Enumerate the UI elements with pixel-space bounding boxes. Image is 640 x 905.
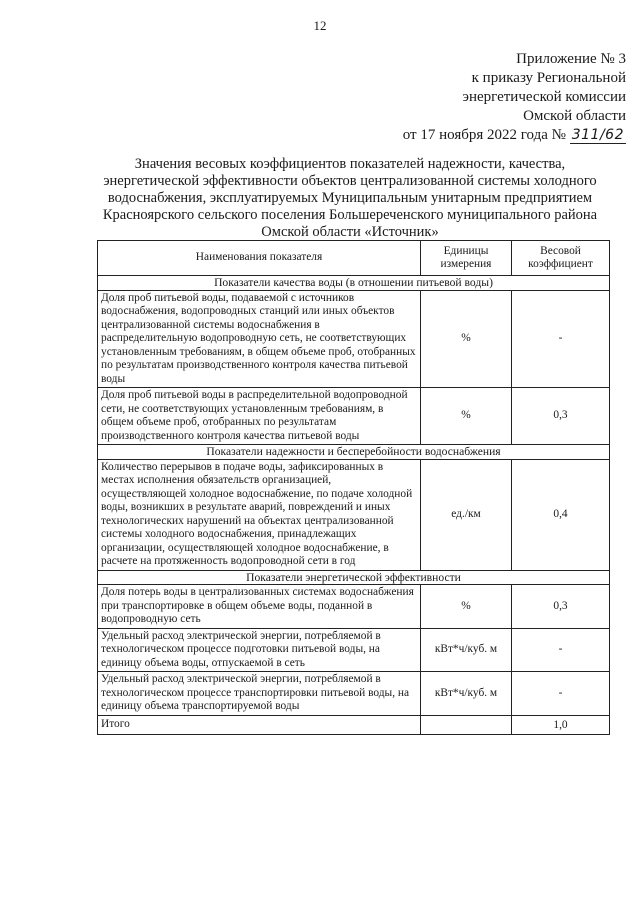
appendix-line-1: Приложение № 3 [516, 51, 626, 67]
header-unit: Единицы измерения [421, 241, 512, 276]
appendix-date: от 17 ноября 2022 года [402, 127, 548, 143]
appendix-number-label: № [551, 127, 566, 143]
coefficients-table [97, 240, 610, 735]
row-unit: кВт*ч/куб. м [421, 672, 512, 716]
document-title [70, 156, 630, 241]
row-unit: % [421, 388, 512, 445]
row-coef: - [512, 290, 610, 388]
table-row [98, 459, 610, 570]
row-name: Доля проб питьевой воды в распределительной водопроводной сети, не соответствующих установленным требованиям, в общем объеме проб, отобранных по результатам производственного контроля качества питьевой воды [98, 388, 421, 445]
appendix-line-4: Омской области [523, 108, 626, 124]
row-coef: - [512, 628, 610, 672]
row-name: Удельный расход электрической энергии, потребляемой в технологическом процессе транспортировки питьевой воды, на единицу объема транспортируемой воды [98, 672, 421, 716]
handwritten-number: 311/62 [571, 127, 624, 143]
row-name: Доля проб питьевой воды, подаваемой с источников водоснабжения, водопроводных станций или иных объектов централизованной системы водоснабжения в распределительную водопроводную сеть, не соответствующих установленным требованиям, в общем объеме проб, отобранных по результатам производственного контроля качества питьевой воды [98, 290, 421, 388]
header-name: Наименования показателя [98, 241, 421, 276]
section-row-reliability [98, 445, 610, 460]
page-number: 12 [313, 18, 327, 33]
total-unit [421, 715, 512, 734]
title-line-5: Омской области «Источник» [261, 224, 439, 240]
total-row [98, 715, 610, 734]
row-unit: % [421, 290, 512, 388]
row-name: Доля потерь воды в централизованных системах водоснабжения при транспортировке в общем объеме воды, поданной в водопроводную сеть [98, 585, 421, 629]
row-coef: 0,3 [512, 388, 610, 445]
table-row [98, 672, 610, 716]
header-coef: Весовой коэффициент [512, 241, 610, 276]
appendix-line-3: энергетической комиссии [462, 89, 626, 105]
row-unit: % [421, 585, 512, 629]
table-header-row [98, 241, 610, 276]
total-label: Итого [98, 715, 421, 734]
row-name: Удельный расход электрической энергии, потребляемой в технологическом процессе подготовки питьевой воды, на единицу объема воды, отпускаемой в сеть [98, 628, 421, 672]
section-title: Показатели надежности и бесперебойности водоснабжения [98, 445, 610, 460]
section-row-quality [98, 276, 610, 291]
title-line-4: Красноярского сельского поселения Большереченского муниципального района [102, 207, 598, 223]
row-unit: кВт*ч/куб. м [421, 628, 512, 672]
appendix-date-line [403, 126, 626, 145]
title-line-2: энергетической эффективности объектов централизованной системы холодного [103, 173, 597, 189]
section-row-efficiency [98, 570, 610, 585]
row-coef: - [512, 672, 610, 716]
table-row [98, 628, 610, 672]
row-coef: 0,4 [512, 459, 610, 570]
table-row [98, 585, 610, 629]
row-coef: 0,3 [512, 585, 610, 629]
title-line-3: водоснабжения, эксплуатируемых Муниципальным унитарным предприятием [107, 190, 593, 206]
section-title: Показатели качества воды (в отношении питьевой воды) [98, 276, 610, 291]
section-title: Показатели энергетической эффективности [98, 570, 610, 585]
row-name: Количество перерывов в подаче воды, зафиксированных в местах исполнения обязательств организацией, осуществляющей холодное водоснабжение, по подаче холодной воды, возникших в результате аварий, повреждений и иных технологических нарушений на объектах централизованной системы холодного водоснабжения, принадлежащих организации, осуществляющей холодное водоснабжение, в расчете на протяженность водопроводной сети в год [98, 459, 421, 570]
table-row [98, 388, 610, 445]
title-line-1: Значения весовых коэффициентов показателей надежности, качества, [134, 156, 566, 172]
appendix-line-2: к приказу Региональной [471, 70, 626, 86]
table-row [98, 290, 610, 388]
total-coef: 1,0 [512, 715, 610, 734]
appendix-header [403, 50, 626, 145]
row-unit: ед./км [421, 459, 512, 570]
